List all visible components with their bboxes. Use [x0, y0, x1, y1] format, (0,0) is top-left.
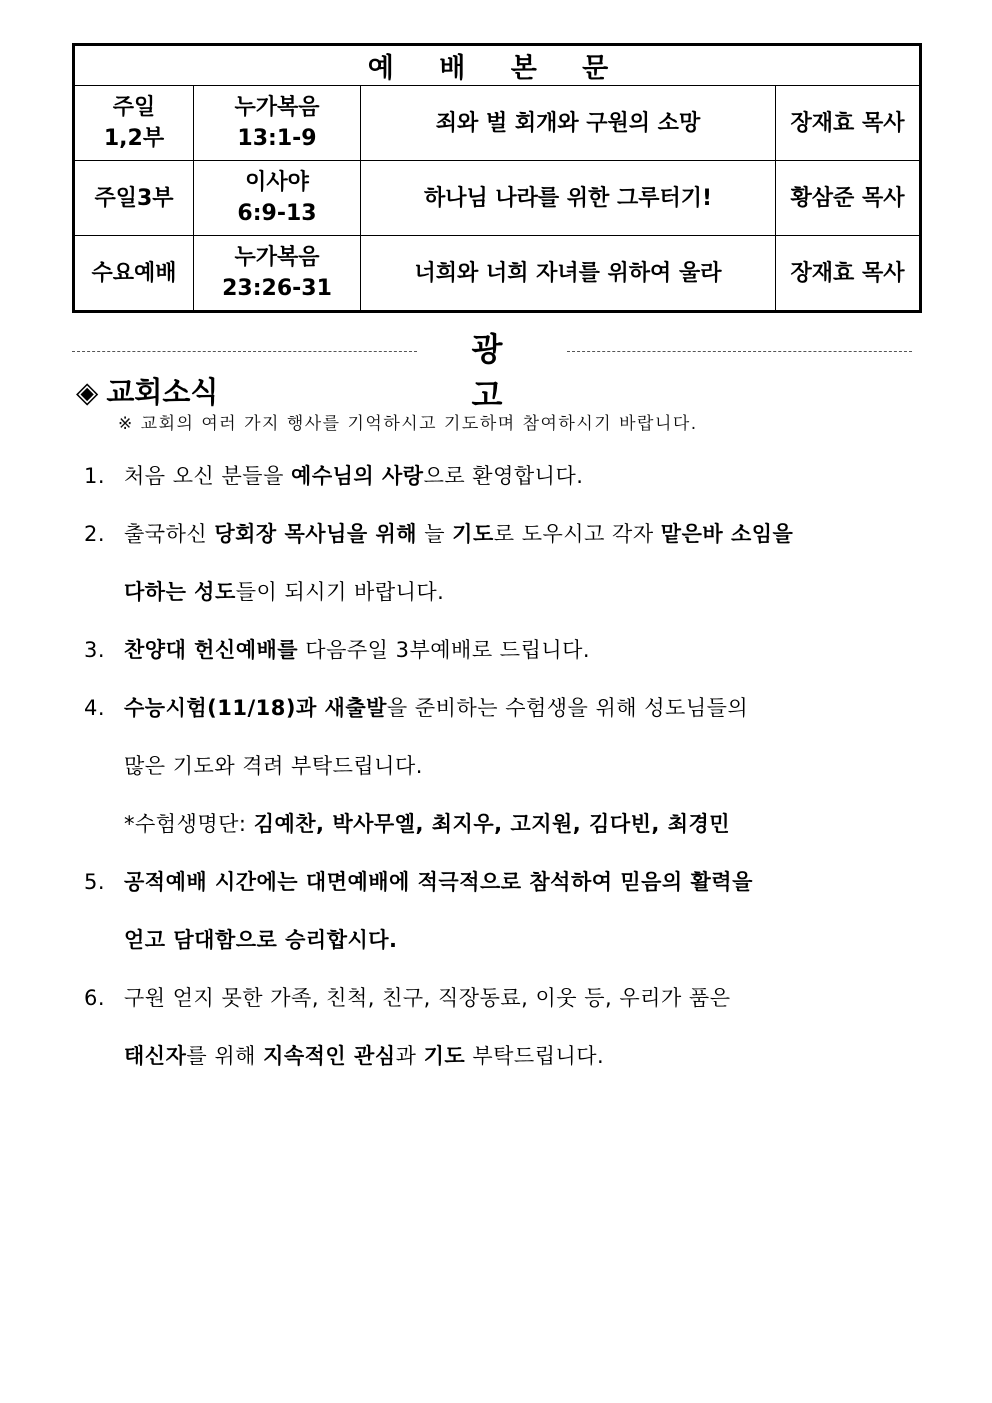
- service-part: 1,2부: [103, 126, 165, 151]
- item-text: 늘: [417, 522, 453, 546]
- item-text: 처음 오신 분들을: [124, 464, 292, 488]
- sermon-title: 죄와 벌 회개와 구원의 소망: [361, 86, 776, 161]
- scripture-cell: [194, 86, 361, 161]
- table-row: [74, 86, 921, 161]
- table-row: [74, 161, 921, 236]
- item-number: 6.: [84, 986, 106, 1010]
- item-number: 5.: [84, 870, 106, 894]
- announcement-title: 광 고: [471, 330, 533, 414]
- item-text: 부탁드립니다.: [465, 1044, 605, 1068]
- item-text-bold: 예수님의 사랑: [291, 464, 424, 488]
- list-item: [84, 511, 914, 569]
- item-number: 2.: [84, 522, 106, 546]
- item-text: 많은 기도와 격려 부탁드립니다.: [124, 754, 423, 778]
- item-number: 4.: [84, 696, 106, 720]
- service-cell: [74, 86, 194, 161]
- list-item: [84, 627, 914, 685]
- list-item: [84, 975, 914, 1033]
- item-text: 을 준비하는 수험생을 위해 성도님들의: [386, 696, 749, 720]
- scripture-book: 이사야: [245, 170, 309, 195]
- church-news-heading: [76, 370, 218, 411]
- sermon-title: 너희와 너희 자녀를 위하여 울라: [361, 236, 776, 312]
- item-text: 를 위해: [186, 1044, 264, 1068]
- service-name: 주일: [112, 95, 156, 120]
- item-text-bold: 김예찬, 박사무엘, 최지우, 고지원, 김다빈, 최경민: [253, 812, 731, 836]
- scripture-book: 누가복음: [234, 95, 320, 120]
- scripture-verse: 6:9-13: [237, 201, 317, 226]
- item-text: 들이 되시기 바랍니다.: [235, 580, 445, 604]
- dashed-divider-right: [567, 351, 912, 352]
- item-text: *수험생명단:: [124, 812, 254, 836]
- sermon-table: [72, 43, 922, 313]
- item-text-bold: 공적예배 시간에는 대면예배에 적극적으로 참석하여 믿음의 활력을: [124, 870, 753, 894]
- table-row: [74, 236, 921, 312]
- item-text: 구원 얻지 못한 가족, 친척, 친구, 직장동료, 이웃 등, 우리가 품은: [124, 986, 731, 1010]
- list-item-continuation: [84, 801, 914, 859]
- item-text-bold: 맡은바 소임을: [660, 522, 794, 546]
- item-text-bold: 다하는 성도: [124, 580, 236, 604]
- list-item: [84, 685, 914, 743]
- item-number: 3.: [84, 638, 106, 662]
- table-title: 예 배 본 문: [74, 45, 921, 86]
- item-text-bold: 태신자: [124, 1044, 187, 1068]
- preacher: 황삼준 목사: [776, 161, 921, 236]
- service-cell: 수요예배: [74, 236, 194, 312]
- item-text-bold: 찬양대 헌신예배를: [124, 638, 299, 662]
- item-text: 다음주일 3부예배로 드립니다.: [298, 638, 591, 662]
- item-text: 과: [395, 1044, 424, 1068]
- preacher: 장재효 목사: [776, 86, 921, 161]
- scripture-cell: [194, 236, 361, 312]
- dashed-divider-left: [72, 351, 417, 352]
- scripture-cell: [194, 161, 361, 236]
- list-item-continuation: [84, 917, 914, 975]
- item-text: 출국하신: [124, 522, 215, 546]
- list-item: [84, 453, 914, 511]
- list-item: [84, 859, 914, 917]
- list-item-continuation: [84, 569, 914, 627]
- service-cell: 주일3부: [74, 161, 194, 236]
- scripture-verse: 13:1-9: [237, 126, 317, 151]
- church-news-note: ※ 교회의 여러 가지 행사를 기억하시고 기도하며 참여하시기 바랍니다.: [118, 414, 698, 434]
- item-text-bold: 당회장 목사님을 위해: [214, 522, 418, 546]
- item-number: 1.: [84, 464, 106, 488]
- item-text-bold: 수능시험(11/18)과 새출발: [124, 696, 387, 720]
- announcement-list: [84, 453, 914, 1091]
- preacher: 장재효 목사: [776, 236, 921, 312]
- item-text-bold: 얻고 담대함으로 승리합시다.: [124, 928, 398, 952]
- item-text-bold: 기도: [452, 522, 494, 546]
- church-news-title: 교회소식: [106, 375, 219, 409]
- item-text: 으로 환영합니다.: [423, 464, 584, 488]
- scripture-verse: 23:26-31: [222, 276, 332, 301]
- sermon-title: 하나님 나라를 위한 그루터기!: [361, 161, 776, 236]
- item-text: 로 도우시고 각자: [493, 522, 661, 546]
- list-item-continuation: [84, 1033, 914, 1091]
- list-item-continuation: [84, 743, 914, 801]
- scripture-book: 누가복음: [234, 245, 320, 270]
- item-text-bold: 지속적인 관심: [263, 1044, 396, 1068]
- diamond-icon: ◈: [76, 375, 99, 409]
- item-text-bold: 기도: [423, 1044, 466, 1068]
